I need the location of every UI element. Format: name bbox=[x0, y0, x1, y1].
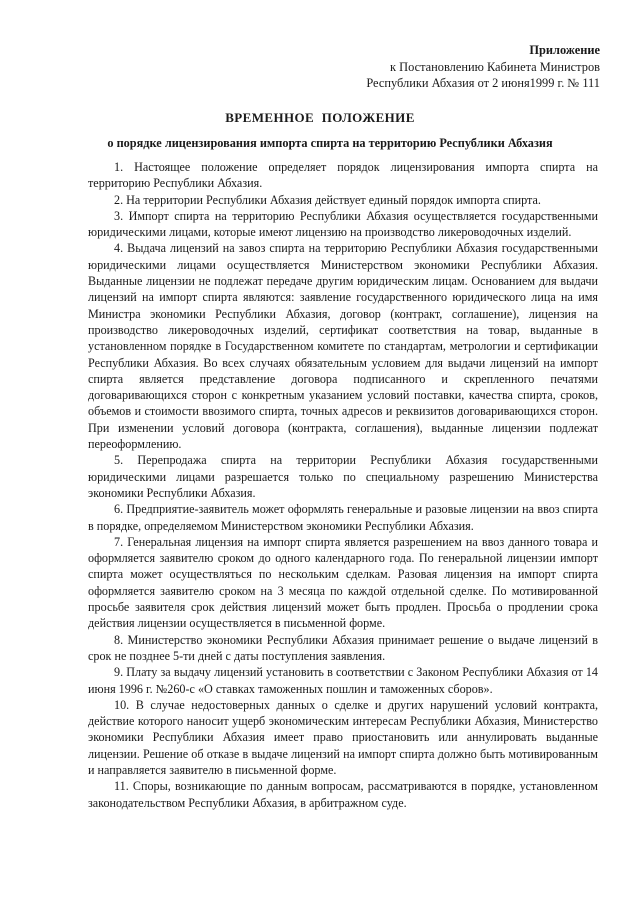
paragraph-11: 11. Споры, возникающие по данным вопросам, рассматриваются в порядке, установленном законодательством Республики Абхазия, в арбитражном суде. bbox=[88, 779, 598, 810]
appendix-title: Приложение bbox=[529, 43, 600, 57]
paragraph-9: 9. Плату за выдачу лицензий установить в соответствии с Законом Республики Абхазия от 14 июня 1996 г. №260-с «О ставках таможенных пошлин и таможенных сборов». bbox=[88, 665, 598, 696]
document-title: ВРЕМЕННОЕ ПОЛОЖЕНИЕ bbox=[225, 110, 415, 125]
appendix-line-1: к Постановлению Кабинета Министров bbox=[390, 59, 600, 74]
paragraph-4: 4. Выдача лицензий на завоз спирта на территорию Республики Абхазия государственными юридическими лицами осуществляется Министерством экономики Республики Абхазия. Выданные лицензии не подлежат передаче другим юридическим лицам. Основанием для выдачи лицензий на импорт спирта являются: заявление государственного юридического лица на имя Министра экономики Республики Абхазия, договор (контракт, соглашение), лицензия на производство ликероводочных изделий, сертификат соответствия на товар, выданные в установленном порядке в Государственном комитете по стандартам, метрологии и сертификации Республики Абхазия. Во всех случаях обязательным условием для выдачи лицензий на импорт спирта является представление договора подписанного и скрепленного печатями договаривающихся сторон с конкретным указанием условий поставки, качества спирта, сроков, объемов и стоимости ввозимого спирта, точных адресов и реквизитов договаривающихся сторон. При изменении условий договора (контракта, соглашения), выданные лицензии подлежат переоформлению. bbox=[88, 241, 598, 452]
paragraph-3: 3. Импорт спирта на территорию Республики Абхазия осуществляется государственными юридическими лицами, которые имеют лицензию на производство ликероводочных изделий. bbox=[88, 208, 598, 240]
paragraph-8: 8. Министерство экономики Республики Абхазия принимает решение о выдаче лицензий в срок не позднее 5-ти дней с даты поступления заявления. bbox=[88, 632, 598, 663]
appendix-header bbox=[366, 42, 600, 92]
appendix-line-2: Республики Абхазия от 2 июня1999 г. № 111 bbox=[366, 76, 600, 90]
paragraph-6: 6. Предприятие-заявитель может оформлять генеральные и разовые лицензии на ввоз спирта в порядке, определяемом Министерством экономики Республики Абхазия. bbox=[88, 502, 598, 533]
paragraph-5: 5. Перепродажа спирта на территории Республики Абхазия государственными юридическими лицами разрешается только по специальному разрешению Министерства экономики Республики Абхазия. bbox=[88, 453, 598, 500]
document-body bbox=[88, 159, 598, 811]
paragraph-10: 10. В случае недостоверных данных о сделке и других нарушений условий контракта, действие которого наносит ущерб экономическим интересам Республики Абхазия, Министерство экономики Республики Абхазия имеет право приостановить или аннулировать выданные лицензии. Решение об отказе в выдаче лицензий на импорт спирта должно быть мотивированным и направляется заявителю в письменной форме. bbox=[88, 697, 598, 777]
paragraph-7: 7. Генеральная лицензия на импорт спирта является разрешением на ввоз данного товара и оформляется заявителю сроком до одного календарного года. По генеральной лицензии импорт спирта может осуществляться по нескольким сделкам. Разовая лицензия на импорт спирта оформляется заявителю сроком на 3 месяца по каждой отдельной сделке. По мотивированной просьбе заявителя срок действия лицензий может быть продлен. Просьба о продлении срока действия лицензии осуществляется в письменной форме. bbox=[88, 534, 598, 631]
document-subtitle: о порядке лицензирования импорта спирта на территорию Республики Абхазия bbox=[107, 136, 553, 150]
paragraph-1: 1. Настоящее положение определяет порядок лицензирования импорта спирта на территорию Республики Абхазия. bbox=[88, 160, 598, 191]
paragraph-2: 2. На территории Республики Абхазия действует единый порядок импорта спирта. bbox=[114, 192, 541, 207]
